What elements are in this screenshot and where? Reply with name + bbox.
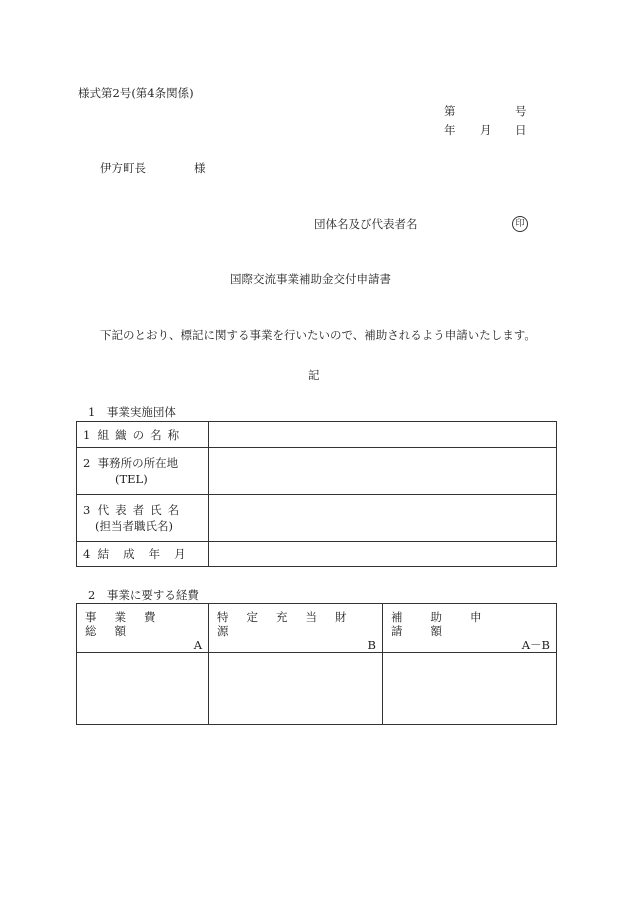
applicant-label: 団体名及び代表者名 [314,217,418,231]
ref-no-prefix: 第 [444,104,456,118]
representative-name-field[interactable] [209,495,557,542]
expense-table [76,603,557,725]
row-label: 結成年月 [97,547,200,561]
addressee-name: 伊方町長 [100,161,146,175]
section1-heading: 1 事業実施団体 [88,405,176,419]
row-label-cell [77,495,209,542]
table-row [77,448,557,495]
table-row [77,422,557,448]
column-title: 補助申請額 [391,610,510,638]
column-letter: B [367,638,376,652]
ref-no-suffix: 号 [515,104,527,118]
organization-name-field[interactable] [209,422,557,448]
formation-date-field[interactable] [209,542,557,567]
form-number: 様式第2号(第4条関係) [78,86,194,100]
table-row [77,604,557,653]
total-cost-field[interactable] [77,653,209,725]
ki-heading: 記 [308,368,320,382]
table-row [77,542,557,567]
date-month: 月 [480,123,492,137]
table-row [77,653,557,725]
row-number: 3 [83,503,91,517]
total-cost-header [77,604,209,653]
table-row [77,495,557,542]
subsidy-request-field[interactable] [383,653,557,725]
row-label-cell [77,448,209,495]
column-letter: A－B [521,638,550,652]
row-label-cell [77,422,209,448]
column-letter: A [193,638,202,652]
section2-heading: 2 事業に要する経費 [88,588,199,602]
seal-mark: 印 [512,216,528,232]
row-label: 組織の名称 [97,427,186,442]
subsidy-request-header [383,604,557,653]
specific-funding-field[interactable] [209,653,383,725]
date-day: 日 [515,123,527,137]
column-title: 特定充当財源 [217,610,365,638]
row-label: 代表者氏名 [97,503,186,517]
row-number: 1 [83,427,91,442]
office-address-field[interactable] [209,448,557,495]
row-label-cell [77,542,209,567]
addressee-honorific: 様 [194,161,206,175]
document-title: 国際交流事業補助金交付申請書 [230,272,391,286]
row-sublabel: (TEL) [115,472,148,486]
organization-table [76,421,557,567]
row-sublabel: (担当者職氏名) [95,519,173,533]
column-title: 事業費総額 [85,610,174,638]
row-number: 4 [83,547,91,561]
row-number: 2 [83,456,91,470]
body-text: 下記のとおり、標記に関する事業を行いたいので、補助されるよう申請いたします。 [100,328,536,342]
row-label: 事務所の所在地 [97,456,179,470]
specific-funding-header [209,604,383,653]
date-year: 年 [444,123,456,137]
